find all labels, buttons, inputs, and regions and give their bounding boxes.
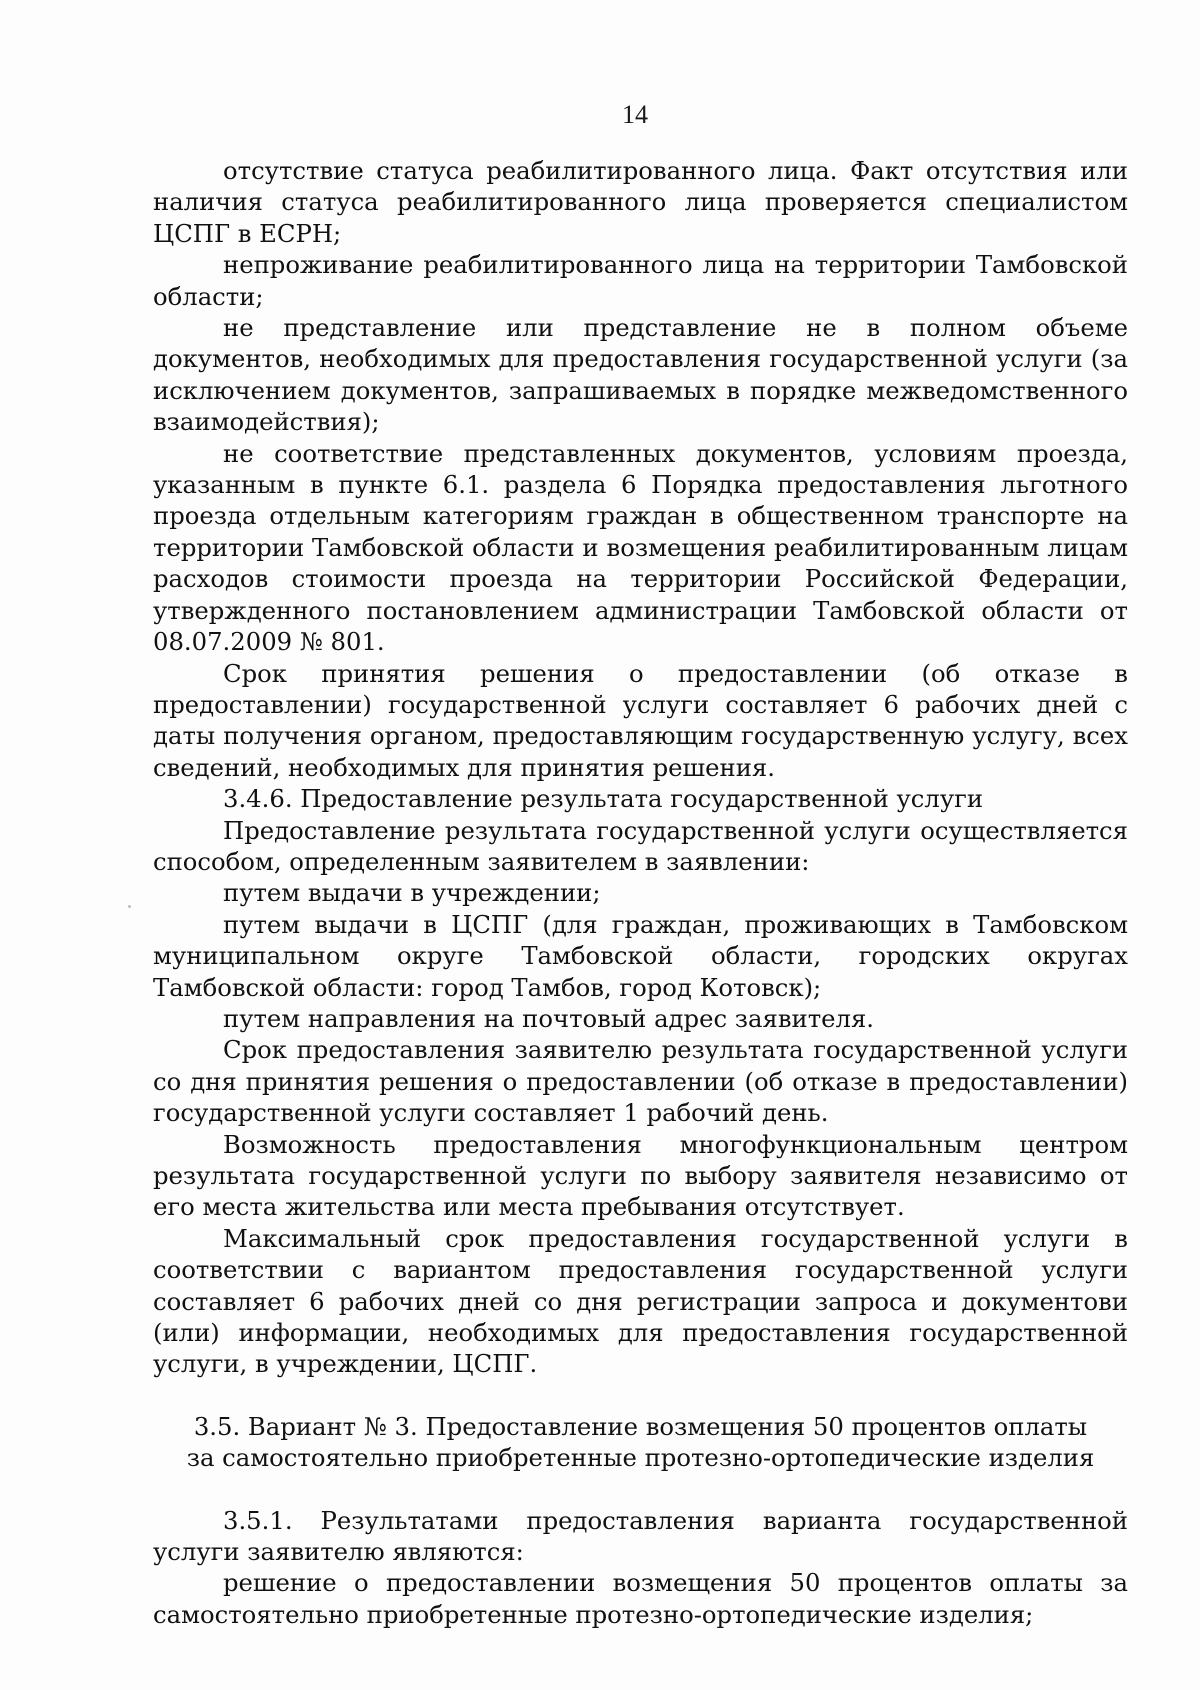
document-body: [153, 155, 1128, 1630]
spacer: [153, 1380, 1128, 1411]
paragraph: не соответствие представленных документов, условиям проезда, указанным в пункте 6.1. раздела 6 Порядка предоставления льготного проезда отдельным категориям граждан в общественном транспорте на территории Тамбовской области и возмещения реабилитированным лицам расходов стоимости проезда на территории Российской Федерации, утвержденного постановлением администрации Тамбовской области от 08.07.2009 № 801.: [153, 438, 1128, 657]
paragraph: Возможность предоставления многофункциональным центром результата государственной услуги по выбору заявителя независимо от его места жительства или места пребывания отсутствует.: [153, 1129, 1128, 1222]
paragraph: непроживание реабилитированного лица на территории Тамбовской области;: [153, 250, 1128, 311]
paragraph: Срок принятия решения о предоставлении (об отказе в предоставлении) государственной услуги составляет 6 рабочих дней с даты получения органом, предоставляющим государственную услугу, всех сведений, необходимых для принятия решения.: [153, 658, 1128, 782]
paragraph: отсутствие статуса реабилитированного лица. Факт отсутствия или наличия статуса реабилитированного лица проверяется специалистом ЦСПГ в ЕСРН;: [153, 156, 1128, 248]
spacer: [153, 1474, 1128, 1505]
list-item: путем выдачи в ЦСПГ (для граждан, проживающих в Тамбовском муниципальном округе Тамбовской области, городских округах Тамбовской области: город Тамбов, город Котовск);: [153, 909, 1128, 1002]
paragraph: не представление или представление не в полном объеме документов, необходимых для предоставления государственной услуги (за исключением документов, запрашиваемых в порядке межведомственного взаимодействия);: [153, 313, 1128, 437]
paragraph: решение о предоставлении возмещения 50 процентов оплаты за самостоятельно приобретенные протезно-ортопедические изделия;: [153, 1568, 1128, 1629]
list-item: путем направления на почтовый адрес заявителя.: [223, 1003, 875, 1033]
section-heading-line-2: за самостоятельно приобретенные протезно-ортопедические изделия: [186, 1443, 1095, 1473]
paragraph: 3.5.1. Результатами предоставления варианта государственной услуги заявителю являются:: [153, 1505, 1128, 1567]
page-number: 14: [622, 100, 648, 129]
section-heading-line-1: 3.5. Вариант № 3. Предоставление возмещения 50 процентов оплаты: [193, 1411, 1088, 1441]
subsection-title: 3.4.6. Предоставление результата государственной услуги: [223, 784, 984, 814]
paragraph: Предоставление результата государственной услуги осуществляется способом, определенным заявителем в заявлении:: [153, 815, 1128, 876]
scan-artifact: [128, 905, 131, 908]
list-item: путем выдачи в учреждении;: [223, 878, 601, 908]
paragraph: Срок предоставления заявителю результата государственной услуги со дня принятия решения о предоставлении (об отказе в предоставлении) государственной услуги составляет 1 рабочий день.: [153, 1035, 1128, 1128]
paragraph: Максимальный срок предоставления государственной услуги в соответствии с вариантом предоставления государственной услуги составляет 6 рабочих дней со дня регистрации запроса и документови (или) информации, необходимых для предоставления государственной услуги, в учреждении, ЦСПГ.: [153, 1223, 1128, 1379]
